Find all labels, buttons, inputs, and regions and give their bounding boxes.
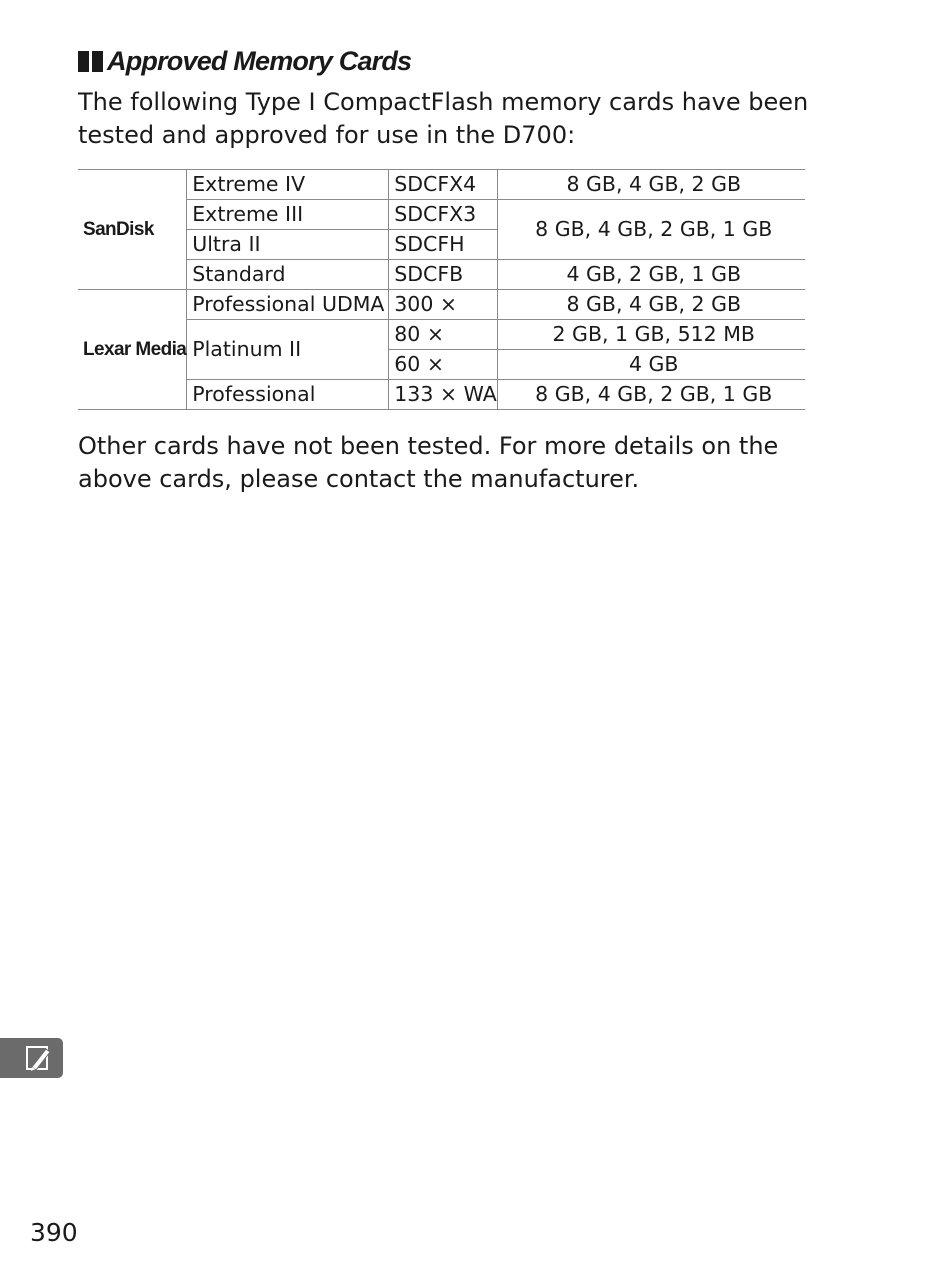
code-cell: SDCFH bbox=[389, 230, 498, 260]
capacity-cell: 4 GB bbox=[497, 350, 805, 380]
model-cell: Extreme III bbox=[187, 200, 389, 230]
capacity-cell: 8 GB, 4 GB, 2 GB bbox=[497, 170, 805, 200]
model-cell: Professional bbox=[187, 380, 389, 410]
table-row bbox=[78, 200, 805, 230]
capacity-cell: 8 GB, 4 GB, 2 GB bbox=[497, 290, 805, 320]
model-cell: Standard bbox=[187, 260, 389, 290]
capacity-cell: 4 GB, 2 GB, 1 GB bbox=[497, 260, 805, 290]
intro-paragraph: The following Type I CompactFlash memory cards have been tested and approved for use in the D700: bbox=[78, 88, 809, 149]
code-cell: 80 × bbox=[389, 320, 498, 350]
model-cell: Ultra II bbox=[187, 230, 389, 260]
model-cell: Extreme IV bbox=[187, 170, 389, 200]
model-cell: Professional UDMA bbox=[187, 290, 389, 320]
pencil-notes-icon bbox=[24, 1043, 54, 1073]
brand-cell-sandisk: SanDisk bbox=[78, 170, 187, 290]
brand-cell-lexar: Lexar Media bbox=[78, 290, 187, 410]
model-cell: Platinum II bbox=[187, 320, 389, 380]
table-row bbox=[78, 290, 805, 320]
section-marker-icon bbox=[78, 51, 103, 72]
capacity-cell: 2 GB, 1 GB, 512 MB bbox=[497, 320, 805, 350]
capacity-cell: 8 GB, 4 GB, 2 GB, 1 GB bbox=[497, 200, 805, 260]
section-tab bbox=[0, 1038, 63, 1078]
approved-cards-table bbox=[78, 169, 805, 410]
table-row bbox=[78, 260, 805, 290]
code-cell: SDCFX4 bbox=[389, 170, 498, 200]
table-row bbox=[78, 380, 805, 410]
table-row bbox=[78, 170, 805, 200]
outro-paragraph: Other cards have not been tested. For more details on the above cards, please contact the manufacturer. bbox=[78, 432, 779, 493]
code-cell: SDCFB bbox=[389, 260, 498, 290]
code-cell: SDCFX3 bbox=[389, 200, 498, 230]
capacity-cell: 8 GB, 4 GB, 2 GB, 1 GB bbox=[497, 380, 805, 410]
page-number: 390 bbox=[30, 1218, 78, 1247]
section-heading-text: Approved Memory Cards bbox=[107, 46, 412, 76]
code-cell: 133 × WA bbox=[389, 380, 498, 410]
code-cell: 300 × bbox=[389, 290, 498, 320]
code-cell: 60 × bbox=[389, 350, 498, 380]
section-heading bbox=[78, 46, 411, 77]
table-row bbox=[78, 320, 805, 350]
